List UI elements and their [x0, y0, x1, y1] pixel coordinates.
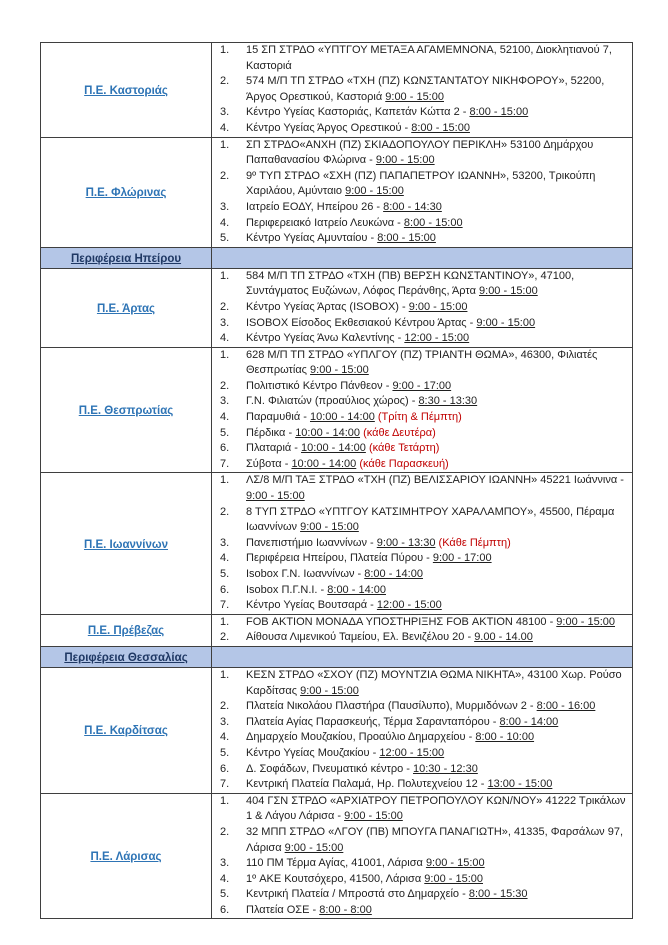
table-body: [41, 43, 633, 919]
location-item-number: 6.: [220, 903, 230, 916]
location-item-number: 5.: [220, 232, 230, 245]
location-item-number: 3.: [220, 536, 230, 549]
region-group-header-spacer: [212, 247, 633, 268]
location-item-number: 3.: [220, 106, 230, 119]
location-item-text: 574 Μ/Π ΤΠ ΣΤΡΔΟ «ΤΧΗ (ΠΖ) ΚΩΝΣΤΑΝΤΑΤΟΥ ΝΙΚΗΦΟΡΟΥ», 52200, Άργος Ορεστικού, Καστοριά 9:00 - 15:00: [246, 75, 605, 103]
location-item-text: Αίθουσα Λιμενικού Ταμείου, Ελ. Βενιζέλου 20 - 9.00 - 14.00: [246, 631, 533, 644]
location-item-number: 4.: [220, 552, 230, 565]
location-item-number: 2.: [220, 379, 230, 392]
locations-list-cell: [212, 793, 633, 919]
region-row: [41, 137, 633, 247]
location-item-text: 404 ΓΣΝ ΣΤΡΔΟ «ΑΡΧΙΑΤΡΟΥ ΠΕΤΡΟΠΟΥΛΟΥ ΚΩΝ/ΝΟΥ» 41222 Τρικάλων 1 & Λάγου Λάρισα - 9:00 - 15:00: [246, 794, 626, 823]
location-item-number: 6.: [220, 583, 230, 596]
location-item: [212, 200, 632, 216]
time-range: 12:00 - 15:00: [376, 599, 442, 612]
location-item-text: Πλατεία Αγίας Παρασκευής, Τέρμα Σαρανταπόρου - 8:00 - 14:00: [246, 715, 559, 728]
location-item-text: Δημαρχείο Μουζακίου, Προαύλιο Δημαρχείου - 8:00 - 10:00: [246, 731, 535, 744]
location-item-text: 8 ΤΥΠ ΣΤΡΔΟ «ΥΠΤΓΟΥ ΚΑΤΣΙΜΗΤΡΟΥ ΧΑΡΑΛΑΜΠΟΥ», 45500, Πέραμα Ιωαννίνων 9:00 - 15:00: [246, 505, 615, 534]
location-item: [212, 231, 632, 247]
location-item-number: 3.: [220, 316, 230, 329]
region-link[interactable]: Π.Ε. Καστοριάς: [84, 84, 168, 97]
time-range: 8:00 - 15:30: [468, 888, 528, 901]
schedule-note: (κάθε Δευτέρα): [363, 426, 436, 439]
location-item: [212, 825, 632, 856]
location-item-number: 2.: [220, 631, 230, 644]
location-item-number: 5.: [220, 426, 230, 439]
location-item: [212, 441, 632, 457]
location-item-number: 6.: [220, 442, 230, 455]
location-item-text: ΚΕΣΝ ΣΤΡΔΟ «ΣΧΟΥ (ΠΖ) ΜΟΥΝΤΖΙΑ ΘΩΜΑ ΝΙΚΗΤΑ», 43100 Χωρ. Ρούσο Καρδίτσας 9:00 - 15:00: [246, 668, 622, 697]
locations-list-cell: [212, 473, 633, 614]
time-range: 10:00 - 14:00: [295, 426, 361, 439]
time-range: 9:00 - 17:00: [392, 379, 452, 392]
location-item-text: Κέντρο Υγείας Καστοριάς, Καπετάν Κώττα 2 - 8:00 - 15:00: [246, 106, 529, 119]
location-item: [212, 794, 632, 825]
time-range: 9:00 - 15:00: [556, 615, 616, 628]
time-range: 9:00 - 15:00: [310, 364, 369, 377]
time-range: 9:00 - 15:00: [344, 810, 403, 823]
location-item-number: 3.: [220, 715, 230, 728]
location-item-text: Κέντρο Υγείας Αμυνταίου - 8:00 - 15:00: [246, 232, 436, 245]
location-item-number: 1.: [220, 138, 230, 151]
locations-list-cell: [212, 137, 633, 247]
time-range: 8:00 - 15:00: [411, 121, 470, 134]
location-item: [212, 457, 632, 473]
location-item-text: Κεντρική Πλατεία / Μπροστά στο Δημαρχείο - 8:00 - 15:30: [246, 888, 528, 901]
location-item-number: 2.: [220, 700, 230, 713]
location-item: [212, 615, 632, 631]
time-range: 9:00 - 15:00: [345, 185, 404, 198]
location-item: [212, 43, 632, 74]
location-item-number: 5.: [220, 568, 230, 580]
location-item-text: Κέντρο Υγείας Μουζακίου - 12:00 - 15:00: [246, 746, 445, 759]
region-row: [41, 347, 633, 473]
region-link[interactable]: Π.Ε. Φλώρινας: [85, 187, 167, 200]
location-item-number: 2.: [220, 300, 230, 313]
time-range: 12:00 - 15:00: [404, 332, 470, 345]
region-group-title: Περιφέρεια Ηπείρου: [70, 252, 182, 265]
location-item: [212, 598, 632, 614]
location-item-text: Πλατεία Νικολάου Πλαστήρα (Παυσίλυπο), Μυρμιδόνων 2 - 8:00 - 16:00: [246, 700, 596, 713]
location-item: [212, 379, 632, 395]
region-group-header-row: [41, 646, 633, 667]
region-name-cell: [41, 667, 212, 793]
time-range: 9:00 - 13:30: [376, 536, 436, 549]
location-item-number: 1.: [220, 615, 230, 628]
location-item-text: Ιατρείο ΕΟΔΥ, Ηπείρου 26 - 8:00 - 14:30: [246, 200, 442, 213]
time-range: 8:00 - 16:00: [536, 700, 596, 713]
time-range: 9:00 - 15:00: [300, 521, 359, 534]
location-item-number: 4.: [220, 216, 230, 229]
region-link[interactable]: Π.Ε. Θεσπρωτίας: [78, 405, 174, 418]
location-item: [212, 269, 632, 300]
region-link[interactable]: Π.Ε. Άρτας: [96, 302, 156, 315]
time-range: 9:00 - 15:00: [424, 872, 483, 885]
location-item-number: 1.: [220, 668, 230, 681]
location-item-text: Κέντρο Υγείας Άρτας (ISOBOX) - 9:00 - 15:00: [246, 300, 468, 313]
location-item-number: 3.: [220, 857, 230, 870]
location-item-number: 4.: [220, 332, 230, 345]
time-range: 10:30 - 12:30: [412, 762, 478, 775]
region-name-cell: [41, 793, 212, 919]
location-item: [212, 505, 632, 536]
location-item: [212, 551, 632, 567]
region-group-header-cell: [41, 247, 212, 268]
time-range: 8:00 - 15:00: [403, 216, 463, 229]
time-range: 8:00 - 15:00: [377, 232, 436, 245]
locations-list-cell: [212, 43, 633, 138]
region-row: [41, 614, 633, 646]
time-range: 9:00 - 15:00: [284, 841, 344, 854]
location-item-number: 2.: [220, 825, 230, 838]
time-range: 10:00 - 14:00: [301, 442, 366, 455]
region-name-cell: [41, 473, 212, 614]
location-item-text: Isobox Π.Γ.Ν.Ι. - 8:00 - 14:00: [246, 583, 386, 596]
location-item-text: 584 Μ/Π ΤΠ ΣΤΡΔΟ «ΤΧΗ (ΠΒ) ΒΕΡΣΗ ΚΩΝΣΤΑΝΤΙΝΟΥ», 47100, Συντάγματος Ευζώνων, Λόφος Περάνθης, Άρτα 9:00 - 15:00: [246, 269, 575, 298]
time-range: 10:00 - 14:00: [309, 411, 375, 424]
location-item: [212, 316, 632, 332]
location-item: [212, 903, 632, 919]
location-item-number: 3.: [220, 200, 230, 213]
location-item-number: 2.: [220, 505, 230, 518]
time-range: 9:00 - 15:00: [300, 684, 359, 697]
location-item-text: Περιφερειακό Ιατρείο Λευκώνα - 8:00 - 15:00: [246, 216, 463, 229]
location-item-number: 2.: [220, 169, 230, 182]
locations-list-cell: [212, 667, 633, 793]
location-item: [212, 630, 632, 646]
region-group-header-cell: [41, 646, 212, 667]
location-item-text: Κέντρο Υγείας Άνω Καλεντίνης - 12:00 - 15:00: [246, 332, 470, 345]
location-item-text: ISOBOX Είσοδος Εκθεσιακού Κέντρου Άρτας - 9:00 - 15:00: [246, 316, 536, 329]
location-item: [212, 331, 632, 347]
location-item: [212, 777, 632, 793]
location-item-text: Πολιτιστικό Κέντρο Πάνθεον - 9:00 - 17:00: [246, 379, 452, 392]
location-item-text: Isobox Γ.Ν. Ιωαννίνων - 8:00 - 14:00: [246, 568, 423, 580]
schedule-note: (κάθε Παρασκευή): [359, 457, 449, 470]
region-name-cell: [41, 347, 212, 473]
location-item: [212, 887, 632, 903]
location-item-text: Πανεπιστήμιο Ιωαννίνων - 9:00 - 13:30 (Κάθε Πέμπτη): [246, 536, 511, 549]
location-item: [212, 121, 632, 137]
location-item-number: 5.: [220, 888, 230, 901]
location-item: [212, 567, 632, 583]
location-item: [212, 394, 632, 410]
region-group-title: Περιφέρεια Θεσσαλίας: [64, 651, 188, 664]
location-item-number: 1.: [220, 269, 230, 282]
location-item-text: Δ. Σοφάδων, Πνευματικό κέντρο - 10:30 - 12:30: [246, 762, 478, 775]
time-range: 9:00 - 15:00: [476, 316, 536, 329]
location-item-number: 2.: [220, 75, 230, 88]
location-item-text: 1º ΑΚΕ Κουτσόχερο, 41500, Λάρισα 9:00 - 15:00: [246, 872, 483, 885]
location-item-number: 5.: [220, 746, 230, 759]
location-item-text: 9º ΤΥΠ ΣΤΡΔΟ «ΣΧΗ (ΠΖ) ΠΑΠΑΠΕΤΡΟΥ ΙΩΑΝΝΗ», 53200, Τρικούπη Χαριλάου, Αμύνταιο 9:00 - 15:00: [246, 169, 596, 198]
region-name-cell: [41, 137, 212, 247]
location-item-number: 1.: [220, 44, 230, 56]
time-range: 8:00 - 14:00: [499, 715, 559, 728]
time-range: 9:00 - 15:00: [385, 90, 444, 103]
location-item: [212, 583, 632, 599]
location-item-text: ΣΠ ΣΤΡΔΟ«ΑΝΧΗ (ΠΖ) ΣΚΙΑΔΟΠΟΥΛΟΥ ΠΕΡΙΚΛΗ» 53100 Δημάρχου Παπαθανασίου Φλώρινα - 9:00 - 15:00: [246, 138, 594, 167]
location-item-text: 15 ΣΠ ΣΤΡΔΟ «ΥΠΤΓΟΥ ΜΕΤΑΞΑ ΑΓΑΜΕΜΝΟΝΑ, 52100, Διοκλητιανού 7, Καστοριά: [246, 44, 612, 72]
region-link[interactable]: Π.Ε. Ιωαννίνων: [83, 538, 169, 551]
time-range: 9:00 - 15:00: [375, 154, 435, 167]
location-item: [212, 300, 632, 316]
location-item-text: Παραμυθιά - 10:00 - 14:00 (Τρίτη & Πέμπτη): [246, 411, 462, 424]
time-range: 8:00 - 8:00: [319, 903, 372, 916]
region-row: [41, 268, 633, 347]
location-item-number: 4.: [220, 121, 230, 134]
locations-list-cell: [212, 268, 633, 347]
location-item-number: 7.: [220, 778, 230, 791]
location-item-text: Γ.Ν. Φιλιατών (προαύλιος χώρος) - 8:30 - 13:30: [246, 395, 478, 408]
time-range: 8:00 - 14:00: [364, 568, 423, 580]
region-link[interactable]: Π.Ε. Λάρισας: [90, 851, 162, 864]
time-range: 9:00 - 15:00: [479, 285, 538, 298]
location-item-text: 110 ΠΜ Τέρμα Αγίας, 41001, Λάρισα 9:00 - 15:00: [246, 857, 485, 870]
time-range: 8:00 - 14:30: [383, 200, 442, 213]
time-range: 9:00 - 15:00: [408, 300, 468, 313]
region-link[interactable]: Π.Ε. Καρδίτσας: [84, 725, 168, 738]
location-item: [212, 473, 632, 504]
time-range: 8:30 - 13:30: [418, 395, 478, 408]
location-item-number: 4.: [220, 411, 230, 424]
location-item-text: Κέντρο Υγείας Άργος Ορεστικού - 8:00 - 15:00: [246, 121, 470, 134]
location-item-number: 3.: [220, 395, 230, 408]
location-item: [212, 216, 632, 232]
schedule-note: (κάθε Τετάρτη): [368, 442, 440, 455]
location-item-number: 1.: [220, 794, 230, 807]
schedule-note: (Τρίτη & Πέμπτη): [377, 411, 462, 424]
location-item: [212, 668, 632, 699]
location-item: [212, 699, 632, 715]
time-range: 9:00 - 15:00: [246, 490, 305, 503]
location-item-text: Πλατεία ΟΣΕ - 8:00 - 8:00: [246, 903, 372, 916]
time-range: 12:00 - 15:00: [379, 746, 445, 759]
location-item: [212, 138, 632, 169]
locations-list-cell: [212, 347, 633, 473]
location-item-text: FOB ΑΚΤΙΟΝ ΜΟΝΑΔΑ ΥΠΟΣΤΗΡΙΞΗΣ FOB ΑΚΤΙΟΝ 48100 - 9:00 - 15:00: [246, 615, 616, 628]
location-item: [212, 856, 632, 872]
location-item-number: 6.: [220, 762, 230, 775]
schedule-note: (Κάθε Πέμπτη): [438, 536, 511, 549]
location-item: [212, 730, 632, 746]
location-item: [212, 169, 632, 200]
region-row: [41, 43, 633, 138]
location-item-text: ΛΣ/8 Μ/Π ΤΑΞ ΣΤΡΔΟ «ΤΧΗ (ΠΖ) ΒΕΛΙΣΣΑΡΙΟΥ ΙΩΑΝΝΗ» 45221 Ιωάννινα - 9:00 - 15:00: [246, 474, 624, 503]
location-item: [212, 410, 632, 426]
region-name-cell: [41, 43, 212, 138]
region-row: [41, 667, 633, 793]
location-item-text: Κέντρο Υγείας Βουτσαρά - 12:00 - 15:00: [246, 599, 442, 612]
region-group-header-row: [41, 247, 633, 268]
location-item: [212, 536, 632, 552]
location-item-number: 1.: [220, 474, 230, 487]
time-range: 8:00 - 14:00: [327, 583, 386, 596]
location-item-text: Πέρδικα - 10:00 - 14:00 (κάθε Δευτέρα): [246, 426, 436, 439]
region-name-cell: [41, 614, 212, 646]
time-range: 9:00 - 15:00: [425, 857, 485, 870]
location-item-text: Πλαταριά - 10:00 - 14:00 (κάθε Τετάρτη): [246, 442, 440, 455]
time-range: 9.00 - 14.00: [474, 631, 533, 644]
region-row: [41, 793, 633, 919]
region-group-header-spacer: [212, 646, 633, 667]
location-item-text: Σύβοτα - 10:00 - 14:00 (κάθε Παρασκευή): [246, 457, 449, 470]
time-range: 8:00 - 10:00: [475, 731, 535, 744]
location-item: [212, 105, 632, 121]
location-item: [212, 762, 632, 778]
location-item: [212, 746, 632, 762]
region-link[interactable]: Π.Ε. Πρέβεζας: [87, 625, 165, 638]
region-row: [41, 473, 633, 614]
location-item-number: 4.: [220, 731, 230, 744]
location-item: [212, 872, 632, 888]
location-item: [212, 715, 632, 731]
location-item: [212, 74, 632, 105]
location-item-number: 1.: [220, 348, 230, 361]
time-range: 8:00 - 15:00: [469, 106, 529, 119]
locations-list-cell: [212, 614, 633, 646]
location-item-text: Κεντρική Πλατεία Παλαμά, Ηρ. Πολυτεχνείου 12 - 13:00 - 15:00: [246, 778, 553, 791]
time-range: 9:00 - 17:00: [432, 552, 492, 565]
time-range: 10:00 - 14:00: [291, 457, 357, 470]
vaccination-locations-table: [40, 42, 633, 919]
location-item-number: 4.: [220, 872, 230, 885]
location-item: [212, 348, 632, 379]
location-item-number: 7.: [220, 599, 230, 612]
location-item-number: 7.: [220, 457, 230, 470]
document-page: [40, 42, 633, 919]
location-item-text: Περιφέρεια Ηπείρου, Πλατεία Πύρου - 9:00 - 17:00: [246, 552, 492, 565]
location-item-text: 628 Μ/Π ΤΠ ΣΤΡΔΟ «ΥΠΛΓΟΥ (ΠΖ) ΤΡΙΑΝΤΗ ΘΩΜΑ», 46300, Φιλιατές Θεσπρωτίας 9:00 - 15:00: [246, 348, 598, 377]
region-name-cell: [41, 268, 212, 347]
location-item-text: 32 ΜΠΠ ΣΤΡΔΟ «ΛΓΟΥ (ΠΒ) ΜΠΟΥΓΑ ΠΑΝΑΓΙΩΤΗ», 41335, Φαρσάλων 97, Λάρισα 9:00 - 15:00: [246, 825, 624, 854]
location-item: [212, 426, 632, 442]
time-range: 13:00 - 15:00: [487, 778, 553, 791]
